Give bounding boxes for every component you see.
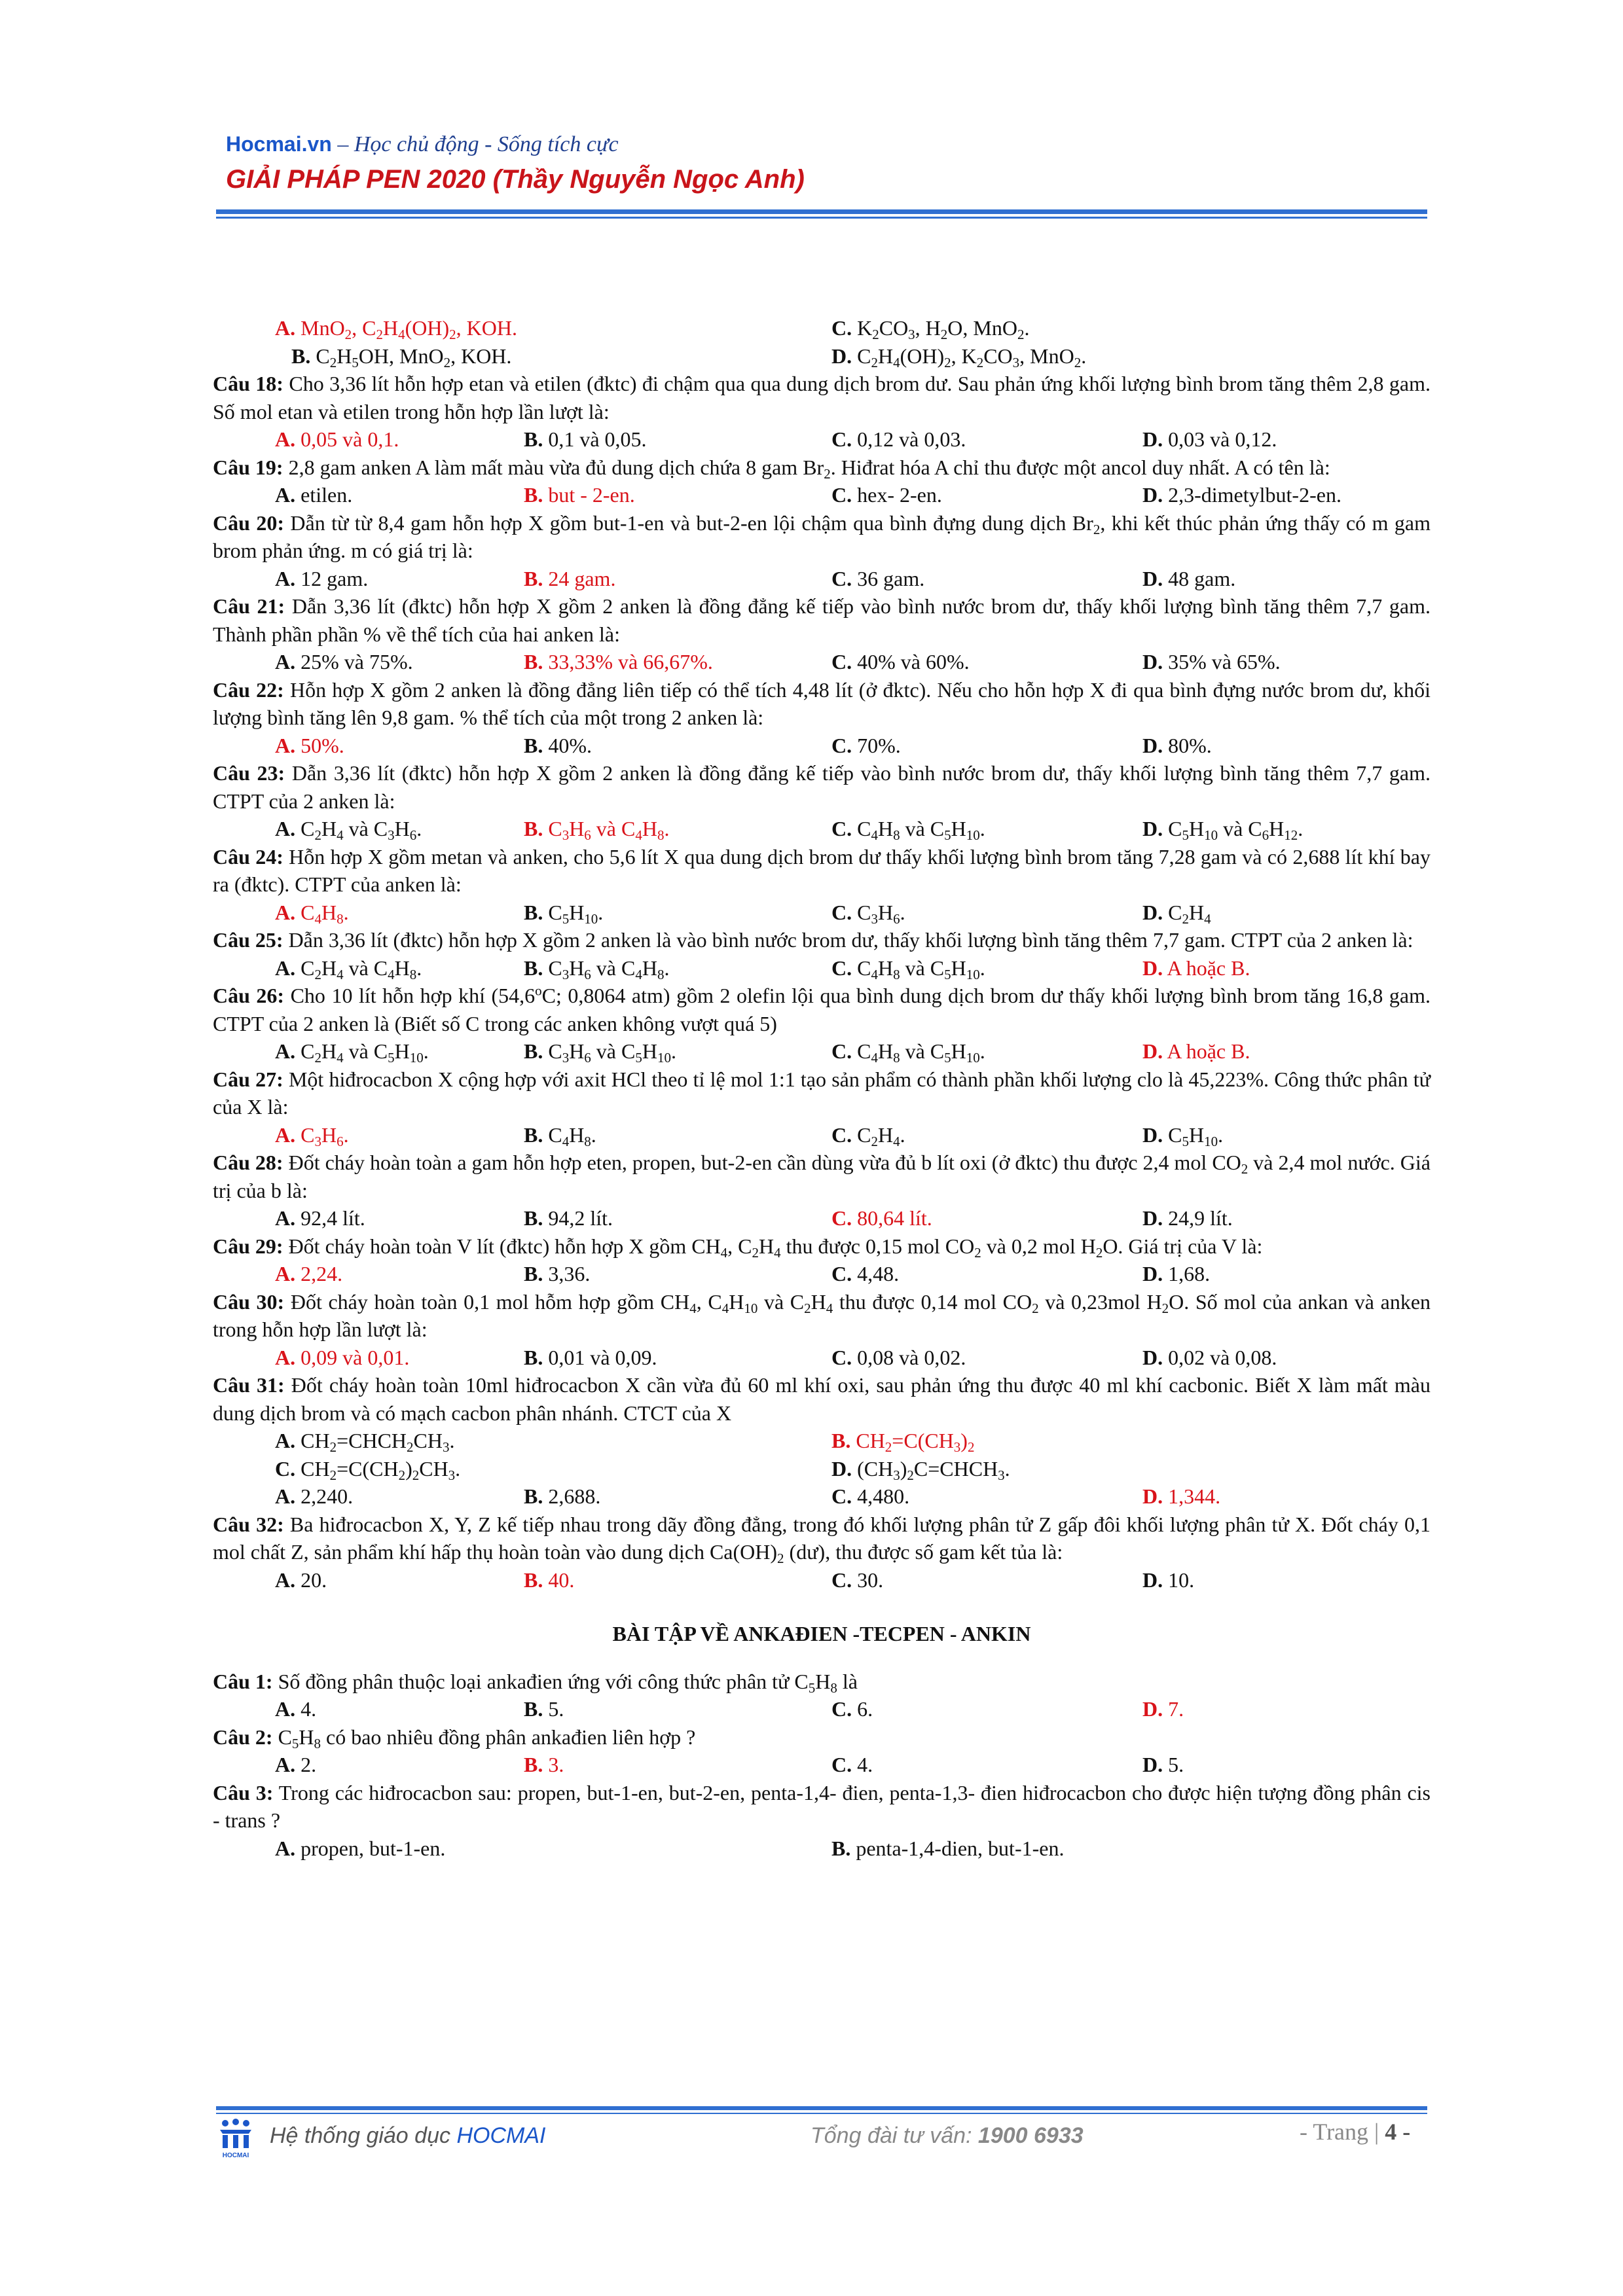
svg-text:HOCMAI: HOCMAI bbox=[222, 2152, 249, 2159]
question-28: Câu 28: Đốt cháy hoàn toàn a gam hỗn hợp eten, propen, but-2-en cần dùng vừa đủ b lít oxi (ở đktc) thu được 2,4 mol $CO_2$ và 2,4 mol nước. Giá trị của b là: bbox=[213, 1151, 1431, 1202]
question-30: Câu 30: Đốt cháy hoàn toàn 0,1 mol hỗm hợp gồm $CH_4$, $C_4H_{10}$ và $C_2H_4$ thu được 0,14 mol $CO_2$ và 0,23mol $H_2O$. Số mol của ankan và anken trong hỗn hợp lần lượt là: bbox=[213, 1289, 1431, 1341]
options-row: A. $C_2H_4$ và $C_5H_{10}$. B. $C_3H_6$ và $C_5H_{10}$. C. $C_4H_8$ và $C_5H_{10}$. D. A hoặc B. bbox=[275, 1039, 1250, 1066]
header-rule-thin bbox=[216, 217, 1427, 219]
options-row: A. 2,240. B. 2,688. C. 4,480. D. 1,344. bbox=[275, 1484, 1221, 1508]
header-rule bbox=[216, 209, 1427, 214]
options-row: A. 92,4 lít. B. 94,2 lít. C. 80,64 lít. D. 24,9 lít. bbox=[275, 1206, 1233, 1230]
footer-rule bbox=[216, 2106, 1427, 2110]
question-25: Câu 25: Dẫn 3,36 lít (đktc) hỗn hợp X gồm 2 anken là vào bình nước brom dư, thấy khối lượng bình tăng thêm 7,7 gam. CTPT của 2 anken là: bbox=[213, 928, 1413, 952]
options-row bbox=[213, 342, 1431, 370]
question-24: Câu 24: Hỗn hợp X gồm metan và anken, cho 5,6 lít X qua dung dịch brom dư thấy khối lượng bình brom tăng 7,28 gam và có 2,688 lít khí bay ra (đktc). CTPT của anken là: bbox=[213, 844, 1431, 896]
options-row: A. $C_3H_6$. B. $C_4H_8$. C. $C_2H_4$. D. $C_5H_{10}$. bbox=[275, 1122, 1224, 1149]
hocmai-logo-icon bbox=[216, 2117, 255, 2162]
options-row: A. 20. B. 40. C. 30. D. 10. bbox=[275, 1568, 1195, 1592]
question-23: Câu 23: Dẫn 3,36 lít (đktc) hỗn hợp X gồm 2 anken là đồng đẳng kế tiếp vào bình nước brom dư, thấy khối lượng bình tăng thêm 7,7 gam. CTPT của 2 anken là: bbox=[213, 761, 1431, 813]
brand-line bbox=[226, 130, 1424, 159]
options-row: A. $C_4H_8$. B. $C_5H_{10}$. C. $C_3H_6$. D. $C_2H_4$ bbox=[275, 900, 1211, 927]
page-header bbox=[226, 130, 1424, 196]
options-row: C. $CH_2=C(CH_2)_2CH_3$. D. $(CH_3)_2C=CHCH_3$. bbox=[275, 1456, 1010, 1483]
option-a: A. MnO$_2$, $C_2H_4(OH)_2$, KOH. bbox=[275, 316, 517, 342]
option-d: D. $C_2H_4(OH)_2$, $K_2CO_3$, MnO$_2$. bbox=[831, 344, 1087, 370]
question-3: Câu 3: Trong các hiđrocacbon sau: propen, but-1-en, but-2-en, penta-1,4- đien, penta-1,3- đien hiđrocacbon cho được hiện tượng đồng phân cis - trans ? bbox=[213, 1780, 1431, 1832]
options-row: A. 12 gam. B. 24 gam. C. 36 gam. D. 48 gam. bbox=[275, 566, 1236, 590]
question-31: Câu 31: Đốt cháy hoàn toàn 10ml hiđrocacbon X cần vừa đủ 60 ml khí oxi, sau phản ứng thu được 40 ml khí cacbonic. Biết X làm mất màu dung dịch brom và có mạch cacbon phân nhánh. CTCT của X bbox=[213, 1373, 1431, 1425]
question-2: Câu 2: $C_5H_8$ có bao nhiêu đồng phân ankađien liên hợp ? bbox=[213, 1725, 696, 1751]
footer-system: Hệ thống giáo dục HOCMAI bbox=[270, 2123, 546, 2148]
page-number: - Trang | 4 - bbox=[1300, 2119, 1411, 2145]
options-row: A. 4. B. 5. C. 6. D. 7. bbox=[275, 1697, 1184, 1721]
footer-hotline: Tổng đài tư vấn: 1900 6933 bbox=[811, 2123, 1084, 2148]
question-20: Câu 20: Dẫn từ từ 8,4 gam hỗn hợp X gồm but-1-en và but-2-en lội chậm qua bình đựng dung dịch $Br_2$, khi kết thúc phản ứng thấy có m gam brom phản ứng. m có giá trị là: bbox=[213, 511, 1431, 562]
options-row bbox=[213, 314, 1431, 342]
question-32: Câu 32: Ba hiđrocacbon X, Y, Z kế tiếp nhau trong dãy đồng đẳng, trong đó khối lượng phân tử Z gấp đôi khối lượng phân tử X. Đốt cháy 0,1 mol chất Z, sản phẩm khí hấp thụ hoàn toàn vào dung dịch $Ca(OH)_2$ (dư), thu được số gam kết tủa là: bbox=[213, 1512, 1431, 1566]
question-1: Câu 1: Số đồng phân thuộc loại ankađien ứng với công thức phân tử $C_5H_8$ là bbox=[213, 1669, 858, 1696]
tagline: – Học chủ động - Sống tích cực bbox=[331, 132, 619, 156]
options-row: A. 50%. B. 40%. C. 70%. D. 80%. bbox=[275, 733, 1212, 757]
options-row: A. 2. B. 3. C. 4. D. 5. bbox=[275, 1753, 1184, 1776]
question-26: Câu 26: Cho 10 lít hỗn hợp khí (54,6$^o$C; 0,8064 atm) gồm 2 olefin lội qua bình dung dịch brom dư thấy khối lượng bình brom tăng 16,8 gam. CTPT của 2 anken là (Biết số C trong các anken không vượt quá 5) bbox=[213, 982, 1431, 1035]
course-title: GIẢI PHÁP PEN 2020 (Thầy Nguyễn Ngọc Anh) bbox=[226, 165, 805, 194]
options-row: A. 25% và 75%. B. 33,33% và 66,67%. C. 40% và 60%. D. 35% và 65%. bbox=[275, 650, 1281, 673]
options-row: A. $C_2H_4$ và $C_3H_6$. B. $C_3H_6$ và $C_4H_8$. C. $C_4H_8$ và $C_5H_{10}$. D. $C_5H_{10}$ và $C_6H_{12}$. bbox=[275, 817, 1304, 843]
options-row: A. etilen. B. but - 2-en. C. hex- 2-en. D. 2,3-dimetylbut-2-en. bbox=[275, 483, 1341, 507]
section-title: BÀI TẬP VỀ ANKAĐIEN -TECPEN - ANKIN bbox=[612, 1622, 1031, 1645]
question-18: Câu 18: Cho 3,36 lít hỗn hợp etan và etilen (đktc) đi chậm qua qua dung dịch brom dư. Sau phản ứng khối lượng bình brom tăng thêm 2,8 gam. Số mol etan và etilen trong hỗn hợp lần lượt là: bbox=[213, 372, 1431, 423]
document-body bbox=[213, 314, 1431, 1862]
options-row: A. $C_2H_4$ và $C_4H_8$. B. $C_3H_6$ và $C_4H_8$. C. $C_4H_8$ và $C_5H_{10}$. D. A hoặc B. bbox=[275, 956, 1250, 982]
question-29: Câu 29: Đốt cháy hoàn toàn V lít (đktc) hỗn hợp X gồm $CH_4$, $C_2H_4$ thu được 0,15 mol $CO_2$ và 0,2 mol $H_2O$. Giá trị của V là: bbox=[213, 1234, 1263, 1261]
question-22: Câu 22: Hỗn hợp X gồm 2 anken là đồng đẳng liên tiếp có thể tích 4,48 lít (ở đktc). Nếu cho hỗn hợp X đi qua bình đựng nước brom dư, khối lượng bình tăng lên 9,8 gam. % thể tích của một trong 2 anken là: bbox=[213, 677, 1431, 729]
footer-rule-thin bbox=[216, 2113, 1427, 2114]
site-name[interactable]: Hocmai.vn bbox=[226, 132, 332, 156]
option-c: C. $K_2CO_3$, $H_2O$, MnO$_2$. bbox=[831, 316, 1030, 342]
option-b: B. $C_2H_5OH$, MnO$_2$, KOH. bbox=[291, 344, 512, 370]
options-row: A. 0,09 và 0,01. B. 0,01 và 0,09. C. 0,08 và 0,02. D. 0,02 và 0,08. bbox=[275, 1345, 1277, 1369]
question-21: Câu 21: Dẫn 3,36 lít (đktc) hỗn hợp X gồm 2 anken là đồng đẳng kế tiếp vào bình nước brom dư, thấy khối lượng bình tăng thêm 7,7 gam. Thành phần phần % về thể tích của hai anken là: bbox=[213, 594, 1431, 646]
options-row: A. propen, but-1-en. B. penta-1,4-dien, but-1-en. bbox=[275, 1836, 1065, 1860]
question-19: Câu 19: 2,8 gam anken A làm mất màu vừa đủ dung dịch chứa 8 gam $Br_2$. Hiđrat hóa A chỉ thu được một ancol duy nhất. A có tên là: bbox=[213, 455, 1330, 482]
options-row: A. $CH_2=CHCH_2CH_3$. B. $CH_2=C(CH_3)_2$ bbox=[275, 1429, 975, 1455]
question-27: Câu 27: Một hiđrocacbon X cộng hợp với axit HCl theo tỉ lệ mol 1:1 tạo sản phẩm có thành phần khối lượng clo là 45,223%. Công thức phân tử của X là: bbox=[213, 1067, 1431, 1119]
options-row: A. 0,05 và 0,1. B. 0,1 và 0,05. C. 0,12 và 0,03. D. 0,03 và 0,12. bbox=[275, 427, 1277, 451]
options-row: A. 2,24. B. 3,36. C. 4,48. D. 1,68. bbox=[275, 1262, 1211, 1285]
